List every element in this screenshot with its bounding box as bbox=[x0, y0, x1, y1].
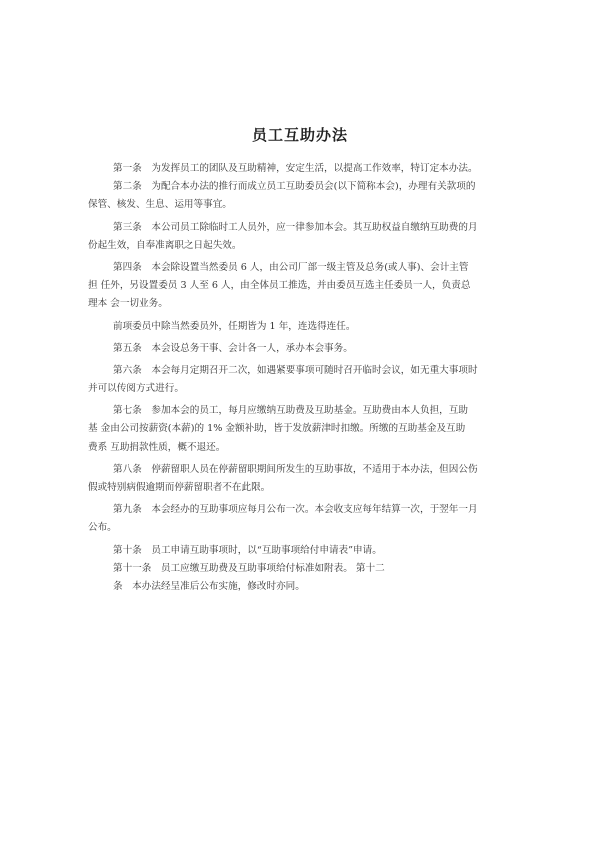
text-line: 第一条 为发挥员工的团队及互助精神，安定生活，以提高工作效率，特订定本办法。 bbox=[113, 163, 478, 174]
text-line: 第二条 为配合本办法的推行而成立员工互助委员会(以下简称本会)，办理有关款项的 bbox=[113, 181, 476, 193]
text-line: 公布。 bbox=[88, 522, 117, 534]
text-line: 担 任外，另设置委员 3 人至 6 人，由全体员工推选，并由委员互选主任委员一人，负责总 bbox=[88, 280, 471, 292]
text-line: 第九条 本会经办的互助事项应每月公布一次。本会收支应每年结算一次，于翌年一月 bbox=[113, 504, 478, 516]
text-line: 第四条 本会除设置当然委员 6 人，由公司厂部一级主管及总务(或人事)、会计主管 bbox=[113, 261, 469, 273]
text-line: 第十条 员工申请互助事项时，以“互助事项给付申请表”申请。 bbox=[113, 544, 382, 556]
text-line: 前项委员中除当然委员外，任期皆为 1 年，连选得连任。 bbox=[113, 320, 356, 332]
text-line: 第五条 本会设总务干事、会计各一人，承办本会事务。 bbox=[113, 342, 353, 354]
text-line: 份起生效，自奉准离职之日起失效。 bbox=[88, 239, 242, 251]
text-line: 第七条 参加本会的员工，每月应缴纳互助费及互助基金。互助费由本人负担，互助 bbox=[113, 405, 468, 417]
text-line: 假或特别病假逾期而停薪留职者不在此限。 bbox=[88, 482, 271, 493]
text-line: 并可以传阅方式进行。 bbox=[88, 383, 184, 395]
text-line: 基 金由公司按薪资(本薪)的 1% 金额补助，皆于发放薪津时扣缴。所缴的互助基金及互助 bbox=[88, 423, 466, 435]
text-line: 费系 互助捐款性质，概不退还。 bbox=[88, 441, 226, 453]
text-line: 理本 会一切业务。 bbox=[88, 298, 168, 310]
text-line: 保管、核发、生息、运用等事宜。 bbox=[88, 199, 232, 211]
text-line: 第十一条 员工应缴互助费及互助事项给付标准如附表。 第十二 bbox=[113, 562, 385, 574]
document-body bbox=[88, 160, 518, 596]
page-title: 员工互助办法 bbox=[251, 126, 348, 144]
text-line: 第三条 本公司员工除临时工人员外，应一律参加本会。其互助权益自缴纳互助费的月 bbox=[113, 221, 478, 233]
text-line: 第八条 停薪留职人员在停薪留职期间所发生的互助事故，不适用于本办法，但因公伤 bbox=[113, 463, 478, 475]
text-line: 条 本办法经呈准后公布实施，修改时亦同。 bbox=[113, 580, 305, 592]
text-line: 第六条 本会每月定期召开二次，如遇紧要事项可随时召开临时会议，如无重大事项时 bbox=[113, 364, 478, 376]
